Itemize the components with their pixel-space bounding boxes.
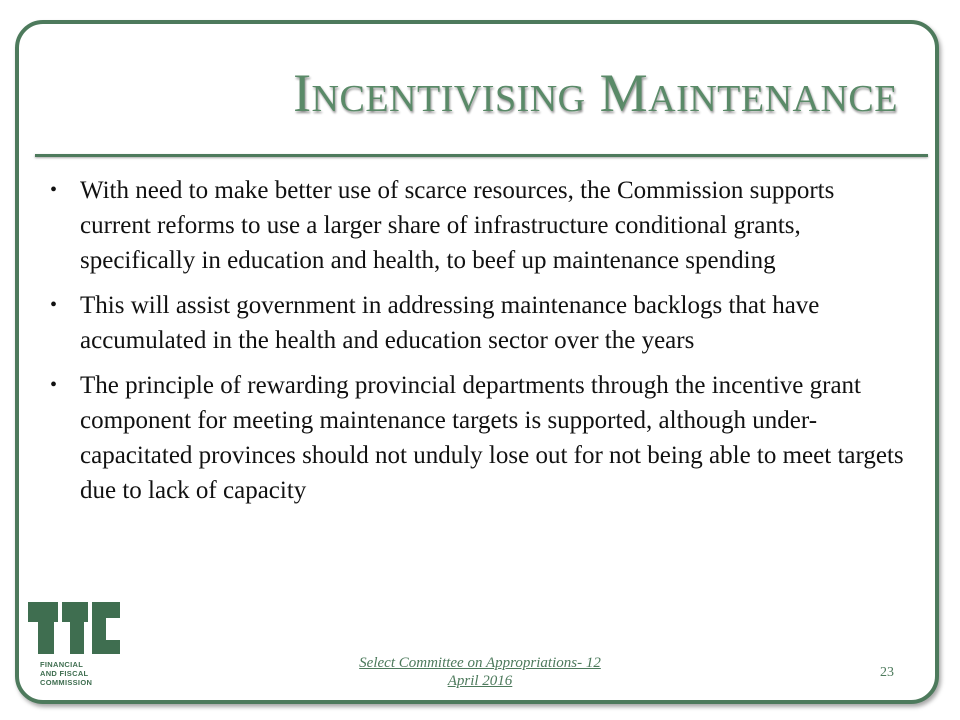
- footer-line: Select Committee on Appropriations- 12: [359, 655, 601, 671]
- bullet-text: With need to make better use of scarce resources, the Commission supports current reforms to use a larger share of infrastructure conditional grants, specifically in education and health, to beef up maintenance spending: [80, 177, 835, 274]
- logo-line: AND FISCAL: [40, 669, 89, 678]
- footer-line: April 2016: [447, 673, 513, 689]
- slide-title: Incentivising Maintenance: [293, 63, 898, 123]
- logo-line: FINANCIAL: [40, 660, 84, 669]
- logo-line: COMMISSION: [40, 678, 93, 687]
- title-divider: [35, 154, 928, 157]
- slide-footer: [330, 654, 630, 690]
- bullet-icon: •: [50, 374, 58, 396]
- bullet-icon: •: [50, 179, 58, 201]
- bullet-text: This will assist government in addressing maintenance backlogs that have accumulated in the health and education sector over the years: [80, 292, 820, 354]
- bullet-item: [50, 368, 908, 508]
- bullet-item: [50, 288, 908, 358]
- bullet-icon: •: [50, 294, 58, 316]
- bullet-text: The principle of rewarding provincial departments through the incentive grant component for meeting maintenance targets is supported, although under-capacitated provinces should not unduly lose out for not being able to meet targets due to lack of capacity: [80, 372, 904, 504]
- bullet-list: [50, 173, 908, 518]
- bullet-item: [50, 173, 908, 278]
- logo-caption: [40, 660, 120, 687]
- page-number: 23: [880, 665, 894, 680]
